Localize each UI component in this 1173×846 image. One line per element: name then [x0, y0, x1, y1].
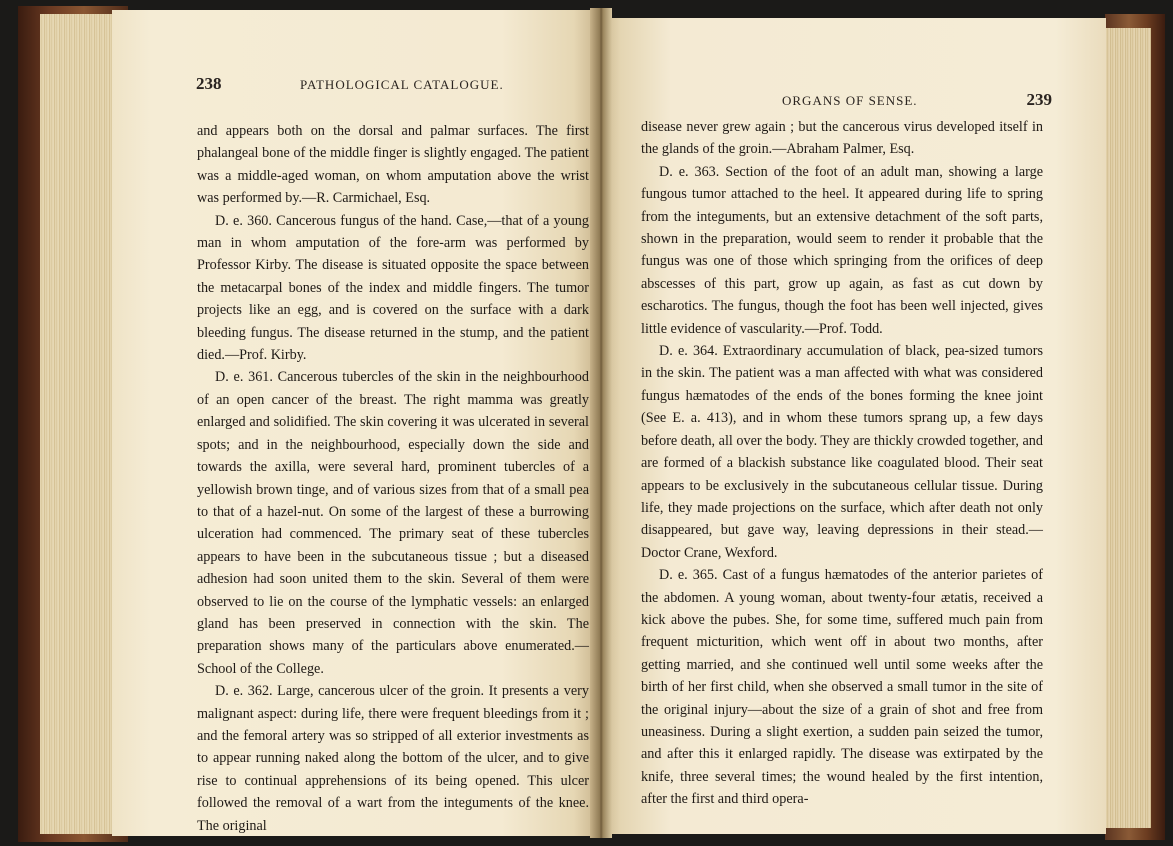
- right-page-number: 239: [1026, 90, 1052, 109]
- left-page: [112, 10, 598, 836]
- paragraph: D. e. 360. Cancerous fungus of the hand. Case,—that of a young man in whom amputation of the fore-arm was performed by Professor Kirby. The disease is situated opposite the space between the metacarpal bones of the index and middle fingers. The tumor projects like an egg, and is covered on the surface with a dark bleeding fungus. The disease returned in the stump, and the patient died.—Prof. Kirby.: [197, 212, 589, 364]
- left-page-header: [196, 74, 588, 94]
- left-running-head: PATHOLOGICAL CATALOGUE.: [300, 77, 504, 92]
- page-edges-right: [1100, 28, 1151, 828]
- paragraph: D. e. 362. Large, cancerous ulcer of the groin. It presents a very malignant aspect: during life, there were frequent bleedings from it ; and the femoral artery was so stripped of all exterior investments as to appear running naked along the bottom of the ulcer, and to give rise to continual apprehensions of its being opened. This ulcer followed the removal of a wart from the integuments of the knee. The original: [197, 683, 589, 834]
- left-page-number: 238: [196, 74, 222, 93]
- paragraph: D. e. 363. Section of the foot of an adult man, showing a large fungous tumor attached to the heel. It appeared during life to spring from the integuments, but an extensive detachment of the soft parts, shown in the preparation, would seem to render it probable that the fungus was one of those which springing from the orifices of deep abscesses of this part, grow up again, as fast as cut down by escharotics. The fungus, though the foot has been well injected, gives little evidence of vascularity.—Prof. Todd.: [641, 163, 1043, 337]
- page-edges-left: [40, 14, 119, 834]
- paragraph: D. e. 364. Extraordinary accumulation of black, pea-sized tumors in the skin. The patient was a man affected with what was considered fungus hæmatodes of the ends of the bones forming the knee joint (See E. a. 413), and in whom these tumors sprang up, a few days before death, all over the body. They are thickly crowded together, and are formed of a blackish substance like coagulated blood. Their seat appears to be exclusively in the subcutaneous cellular tissue. During life, they made projections on the surface, which after death not only disappeared, but gave way, leaving depressions in their stead.—Doctor Crane, Wexford.: [641, 343, 1043, 561]
- right-page: [600, 18, 1106, 834]
- book-gutter: [590, 8, 612, 838]
- paragraph: and appears both on the dorsal and palmar surfaces. The first phalangeal bone of the middle finger is slightly engaged. The patient was a middle-aged woman, on whom amputation above the wrist was performed by.—R. Carmichael, Esq.: [197, 123, 589, 207]
- paragraph: D. e. 365. Cast of a fungus hæmatodes of the anterior parietes of the abdomen. A young woman, about twenty-four ætatis, received a kick above the pubes. She, for some time, suffered much pain from frequent micturition, which went off in about two months, after getting married, and she continued well until some weeks after the birth of her first child, when she observed a small tumor in the site of the original injury—about the size of a grain of shot and free from uneasiness. During a slight exertion, a sudden pain seized the tumor, and after this it enlarged rapidly. The disease was extirpated by the knife, three several times; the wound healed by the first intention, after the first and third opera-: [641, 567, 1043, 808]
- right-page-body: [641, 116, 1043, 811]
- right-running-head: ORGANS OF SENSE.: [782, 93, 918, 108]
- paragraph: disease never grew again ; but the cancerous virus developed itself in the glands of the groin.—Abraham Palmer, Esq.: [641, 119, 1043, 158]
- left-page-body: [197, 120, 589, 836]
- paragraph: D. e. 361. Cancerous tubercles of the skin in the neighbourhood of an open cancer of the breast. The right mamma was greatly enlarged and solidified. The skin covering it was ulcerated in several spots; and in the neighbourhood, especially down the side and towards the axilla, were several hard, prominent tubercles of a yellowish brown tinge, and of various sizes from that of a small pea to that of a hazel-nut. On some of the largest of these a burrowing ulceration had commenced. The primary seat of these tubercles appears to have been in the subcutaneous tissue ; but a diseased adhesion had soon united them to the skin. Several of them were observed to lie on the course of the lymphatic vessels: an enlarged gland has been preserved in connection with the skin. The preparation shows many of the particulars above enumerated.—School of the College.: [197, 369, 589, 677]
